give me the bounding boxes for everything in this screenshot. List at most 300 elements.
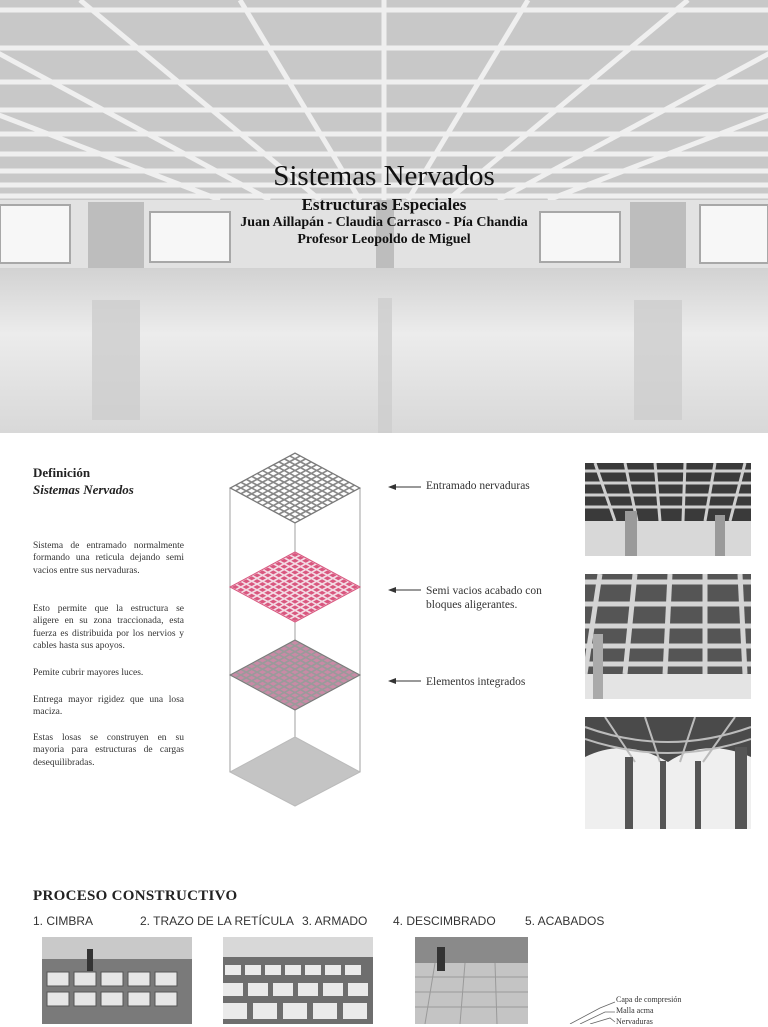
grid-cell [275,486,282,490]
grid-cell [275,579,282,583]
grid-cell [281,489,288,493]
grid-cell [264,661,271,665]
grid-cell [313,501,320,505]
grid-cell [351,673,358,677]
grid-cell [308,486,315,490]
grid-cell [313,489,320,493]
grid-cell [308,585,315,589]
grid-cell [259,664,266,668]
grid-cell [275,679,282,683]
grid-cell [286,469,293,473]
grid-cell [264,679,271,683]
grid-cell [297,509,304,513]
grid-cell [248,588,255,592]
grid-cell [232,673,239,677]
process-title: PROCESO CONSTRUCTIVO [33,888,238,904]
grid-cell [302,483,309,487]
grid-cell [237,483,244,487]
grid-cell [281,506,288,510]
grid-cell [335,582,342,586]
grid-cell [308,661,315,665]
grid-cell [264,492,271,496]
grid-cell [237,582,244,586]
grid-cell [313,682,320,686]
grid-cell [270,477,277,481]
grid-cell [313,664,320,668]
grid-cell [324,588,331,592]
grid-cell [286,603,293,607]
grid-cell [291,483,298,487]
grid-cell [281,594,288,598]
grid-cell [297,515,304,519]
professor: Profesor Leopoldo de Miguel [297,232,471,247]
grid-cell [270,664,277,668]
grid-cell [259,588,266,592]
grid-cell [237,670,244,674]
grid-cell [308,562,315,566]
grid-cell [313,653,320,657]
grid-cell [318,679,325,683]
grid-cell [291,653,298,657]
grid-cell [302,576,309,580]
grid-cell [253,661,260,665]
grid-cell [286,568,293,572]
authors: Juan Aillapán - Claudia Carrasco - Pía Chandia [240,215,528,230]
grid-cell [329,492,336,496]
grid-cell [313,605,320,609]
grid-cell [232,486,239,490]
grid-cell [291,466,298,470]
grid-cell [324,489,331,493]
grid-cell [253,486,260,490]
grid-cell [291,553,298,557]
grid-cell [286,457,293,461]
grid-cell [313,483,320,487]
grid-cell [302,611,309,615]
grid-cell [308,667,315,671]
grid-cell [340,579,347,583]
grid-cell [248,489,255,493]
grid-cell [302,688,309,692]
grid-cell [264,498,271,502]
grid-cell [264,585,271,589]
grid-cell [291,565,298,569]
grid-cell [264,591,271,595]
grid-cell [243,480,250,484]
grid-cell [318,504,325,508]
grid-cell [275,685,282,689]
grid-cell [270,693,277,697]
grid-cell [313,506,320,510]
grid-cell [324,594,331,598]
grid-cell [297,614,304,618]
grid-cell [248,582,255,586]
grid-cell [270,489,277,493]
grid-cell [291,611,298,615]
grid-cell [286,685,293,689]
grid-cell [297,469,304,473]
diagram-label-blocks: Semi vacios acabado con bloques aligerantes. [426,585,542,611]
grid-cell [264,656,271,660]
grid-cell [335,576,342,580]
grid-cell [302,682,309,686]
grid-cell [297,556,304,560]
grid-cell [318,480,325,484]
grid-cell [253,673,260,677]
grid-cell [243,679,250,683]
grid-cell [270,605,277,609]
grid-cell [308,469,315,473]
photo-armado [415,937,528,1024]
grid-cell [297,457,304,461]
grid-cell [308,573,315,577]
grid-cell [286,614,293,618]
diagram-label-integrated: Elementos integrados [426,676,526,688]
grid-cell [286,644,293,648]
grid-cell [275,585,282,589]
grid-cell [302,501,309,505]
grid-cell [275,492,282,496]
grid-cell [248,682,255,686]
grid-cell [281,600,288,604]
grid-cell [286,608,293,612]
grid-cell [291,594,298,598]
layer-label-mesh: Malla acma [616,1006,654,1015]
grid-cell [291,576,298,580]
grid-cell [335,588,342,592]
grid-cell [281,611,288,615]
grid-cell [335,483,342,487]
grid-cell [297,685,304,689]
ribbed-grid-layer [230,453,360,523]
grid-cell [270,576,277,580]
grid-cell [270,588,277,592]
grid-cell [275,656,282,660]
page-subtitle: Estructuras Especiales [301,195,467,214]
grid-cell [308,685,315,689]
grid-cell [302,582,309,586]
definition-paragraph: Entrega mayor rigidez que una losa maciza. [33,694,184,717]
grid-cell [270,570,277,574]
grid-cell [248,576,255,580]
grid-cell [297,579,304,583]
grid-cell [308,656,315,660]
grid-cell [253,667,260,671]
grid-cell [259,582,266,586]
grid-cell [286,585,293,589]
grid-cell [270,483,277,487]
grid-cell [308,608,315,612]
grid-cell [313,658,320,662]
grid-cell [340,667,347,671]
grid-cell [259,477,266,481]
grid-cell [253,492,260,496]
grid-cell [264,504,271,508]
grid-cell [291,477,298,481]
grid-cell [340,492,347,496]
grid-cell [302,471,309,475]
grid-cell [259,489,266,493]
grid-cell [313,495,320,499]
grid-cell [313,676,320,680]
grid-cell [259,676,266,680]
grid-cell [318,573,325,577]
grid-cell [281,693,288,697]
grid-cell [318,469,325,473]
grid-cell [264,691,271,695]
grid-cell [302,570,309,574]
grid-cell [281,670,288,674]
grid-cell [340,480,347,484]
grid-cell [281,688,288,692]
grid-cell [281,477,288,481]
grid-cell [308,579,315,583]
grid-cell [308,492,315,496]
grid-cell [302,512,309,516]
grid-cell [313,670,320,674]
grid-cell [302,594,309,598]
grid-cell [275,667,282,671]
grid-cell [281,658,288,662]
grid-cell [302,506,309,510]
grid-cell [297,656,304,660]
grid-cell [308,463,315,467]
grid-cell [324,576,331,580]
grid-cell [291,454,298,458]
grid-cell [324,495,331,499]
grid-cell [291,582,298,586]
grid-cell [291,664,298,668]
grid-cell [302,600,309,604]
grid-cell [324,676,331,680]
grid-cell [281,466,288,470]
grid-cell [281,512,288,516]
grid-cell [253,679,260,683]
grid-cell [302,693,309,697]
grid-cell [259,471,266,475]
grid-cell [264,579,271,583]
grid-cell [318,498,325,502]
grid-cell [253,579,260,583]
grid-cell [329,474,336,478]
grid-cell [308,480,315,484]
grid-cell [302,653,309,657]
grid-cell [302,664,309,668]
grid-cell [340,679,347,683]
grid-cell [335,664,342,668]
grid-cell [297,702,304,706]
grid-cell [335,676,342,680]
grid-cell [302,477,309,481]
grid-cell [286,702,293,706]
grid-cell [281,664,288,668]
grid-cell [243,591,250,595]
grid-cell [259,483,266,487]
grid-cell [297,568,304,572]
grid-cell [329,679,336,683]
grid-cell [318,474,325,478]
grid-cell [281,460,288,464]
grid-cell [264,480,271,484]
grid-cell [243,492,250,496]
grid-cell [264,685,271,689]
grid-cell [275,591,282,595]
grid-cell [281,588,288,592]
grid-cell [275,650,282,654]
step-label: 3. ARMADO [302,914,368,928]
grid-cell [329,579,336,583]
grid-cell [329,591,336,595]
grid-cell [302,588,309,592]
grid-cell [297,492,304,496]
grid-cell [286,673,293,677]
grid-cell [286,474,293,478]
grid-cell [286,504,293,508]
grid-cell [286,656,293,660]
grid-cell [324,471,331,475]
grid-cell [281,676,288,680]
grid-cell [318,568,325,572]
layer-label-compression: Capa de compresión [616,995,682,1004]
grid-cell [264,474,271,478]
grid-cell [308,474,315,478]
grid-cell [297,591,304,595]
integrated-layer [230,640,360,710]
grid-cell [286,650,293,654]
grid-cell [308,650,315,654]
grid-cell [308,691,315,695]
grid-cell [308,591,315,595]
grid-cell [313,594,320,598]
grid-cell [264,597,271,601]
grid-cell [281,501,288,505]
grid-cell [270,495,277,499]
grid-cell [264,469,271,473]
grid-cell [297,650,304,654]
grid-cell [243,667,250,671]
grid-cell [297,661,304,665]
grid-cell [302,676,309,680]
grid-cell [243,673,250,677]
grid-cell [281,647,288,651]
grid-cell [286,515,293,519]
grid-cell [297,480,304,484]
grid-cell [275,474,282,478]
grid-cell [253,480,260,484]
grid-cell [259,600,266,604]
grid-cell [291,693,298,697]
grid-cell [297,573,304,577]
grid-cell [297,673,304,677]
grid-cell [264,568,271,572]
grid-cell [291,682,298,686]
grid-cell [243,585,250,589]
grid-cell [275,469,282,473]
grid-cell [286,679,293,683]
definition-paragraph: Sistema de entramado normalmente formando una reticula dejando semi vacios entre sus nervaduras. [33,540,184,576]
grid-cell [318,673,325,677]
diagram-label-grid: Entramado nervaduras [426,480,530,492]
grid-cell [270,670,277,674]
grid-cell [329,573,336,577]
grid-cell [286,509,293,513]
grid-cell [243,486,250,490]
step-label: 1. CIMBRA [33,914,94,928]
grid-cell [302,460,309,464]
grid-cell [329,597,336,601]
grid-cell [308,568,315,572]
grid-cell [286,661,293,665]
grid-cell [291,588,298,592]
grid-cell [291,647,298,651]
grid-cell [281,559,288,563]
definition-paragraph: Estas losas se construyen en su mayoria para estructuras de cargas desequilibradas. [33,732,184,768]
grid-cell [291,658,298,662]
definition-subheading: Sistemas Nervados [33,482,134,497]
grid-cell [270,676,277,680]
grid-cell [264,667,271,671]
grid-cell [291,518,298,522]
grid-cell [297,608,304,612]
grid-cell [248,477,255,481]
grid-cell [275,463,282,467]
grid-cell [275,509,282,513]
grid-cell [264,573,271,577]
grid-cell [291,506,298,510]
grid-cell [335,594,342,598]
grid-cell [318,585,325,589]
grid-cell [259,570,266,574]
grid-cell [297,679,304,683]
grid-cell [248,594,255,598]
grid-cell [275,673,282,677]
grid-cell [313,576,320,580]
grid-cell [329,673,336,677]
grid-cell [308,597,315,601]
grid-cell [329,486,336,490]
grid-cell [248,676,255,680]
grid-cell [329,498,336,502]
grid-cell [324,570,331,574]
grid-cell [308,696,315,700]
grid-cell [346,582,353,586]
grid-cell [324,582,331,586]
grid-cell [324,501,331,505]
grid-cell [270,565,277,569]
grid-cell [297,603,304,607]
grid-cell [340,585,347,589]
grid-cell [275,608,282,612]
grid-cell [291,489,298,493]
grid-cell [324,658,331,662]
grid-cell [313,600,320,604]
grid-cell [340,486,347,490]
grid-cell [253,573,260,577]
grid-cell [318,667,325,671]
step-label: 5. ACABADOS [525,914,605,928]
grid-cell [291,495,298,499]
grid-cell [308,498,315,502]
grid-cell [297,667,304,671]
grid-cell [286,463,293,467]
grid-cell [291,688,298,692]
grid-cell [318,656,325,660]
grid-cell [308,509,315,513]
grid-cell [313,588,320,592]
grid-cell [291,512,298,516]
grid-cell [243,579,250,583]
grid-cell [318,685,325,689]
